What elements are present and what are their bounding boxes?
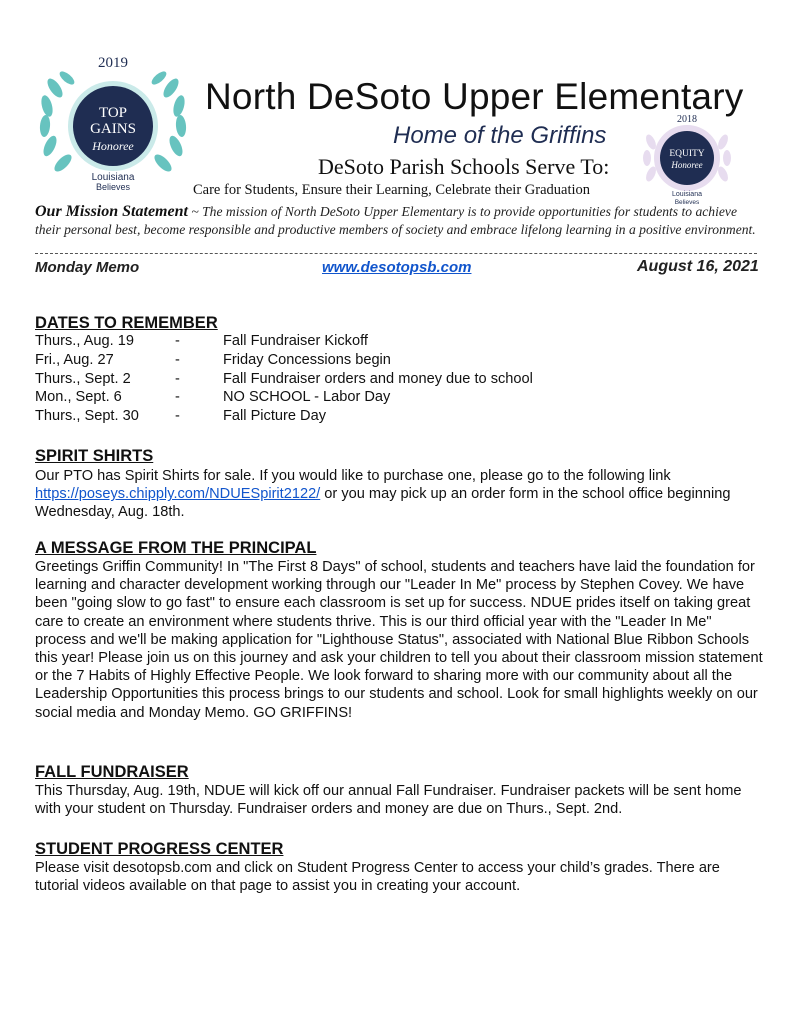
date-label: Mon., Sept. 6 xyxy=(35,389,122,406)
divider xyxy=(35,253,757,254)
spirit-heading: SPIRIT SHIRTS xyxy=(35,447,154,465)
dates-heading: DATES TO REMEMBER xyxy=(35,314,218,332)
website-link[interactable]: www.desotopsb.com xyxy=(322,259,472,276)
date-event: Fall Fundraiser orders and money due to school xyxy=(223,370,533,387)
badge-line2: GAINS xyxy=(90,121,136,137)
badge-footer1: Louisiana xyxy=(672,191,702,198)
serve-title: DeSoto Parish Schools Serve To: xyxy=(318,154,610,179)
list-item xyxy=(35,408,595,427)
badge-footer1: Louisiana xyxy=(91,172,135,183)
date-event: Fall Fundraiser Kickoff xyxy=(223,333,368,349)
badge-year: 2018 xyxy=(677,114,697,125)
spirit-shirts-link[interactable]: https://poseys.chipply.com/NDUESpirit2122/ xyxy=(35,486,321,503)
badge-line1: TOP xyxy=(98,105,128,121)
top-gains-honoree-badge xyxy=(33,50,193,192)
school-title: North DeSoto Upper Elementary xyxy=(205,76,744,117)
date-separator: - xyxy=(175,389,180,406)
date-event: Friday Concessions begin xyxy=(223,351,391,368)
progress-heading: STUDENT PROGRESS CENTER xyxy=(35,840,284,858)
date-separator: - xyxy=(175,408,180,425)
serve-statement: Care for Students, Ensure their Learning, Celebrate their Graduation xyxy=(193,182,591,198)
list-item xyxy=(35,352,595,371)
date-separator: - xyxy=(175,351,180,368)
date-label: Thurs., Aug. 19 xyxy=(35,333,134,349)
badge-line3: Honoree xyxy=(92,139,134,153)
mission-label: Our Mission Statement xyxy=(35,203,188,220)
date-label: Thurs., Sept. 2 xyxy=(35,370,131,387)
mission-text: ~ The mission of North DeSoto Upper Elementary is to provide opportunities for students to achieve their personal best, become responsible and productive members of society and embrace lifelong learning in a positive environment. xyxy=(35,204,756,237)
dates-list xyxy=(35,333,595,427)
spirit-paragraph xyxy=(35,467,765,522)
list-item xyxy=(35,333,595,352)
memo-date: August 16, 2021 xyxy=(637,258,759,275)
fundraiser-heading: FALL FUNDRAISER xyxy=(35,763,189,781)
list-item xyxy=(35,371,595,390)
date-label: Thurs., Sept. 30 xyxy=(35,408,139,425)
date-label: Fri., Aug. 27 xyxy=(35,351,114,368)
memo-title: Monday Memo xyxy=(35,259,140,276)
list-item xyxy=(35,389,595,408)
date-separator: - xyxy=(175,370,180,387)
date-event: NO SCHOOL - Labor Day xyxy=(223,389,391,406)
date-event: Fall Picture Day xyxy=(223,408,326,425)
badge-year: 2019 xyxy=(98,55,128,71)
badge-footer2: Believes xyxy=(674,199,700,206)
equity-honoree-badge xyxy=(639,112,735,206)
badge-line2: Honoree xyxy=(671,160,703,170)
progress-paragraph: Please visit desotopsb.com and click on Student Progress Center to access your child’s grades. There are tutorial videos available on that page to assist you in creating your account. xyxy=(35,860,720,895)
badge-line1: EQUITY xyxy=(669,149,705,159)
principal-heading: A MESSAGE FROM THE PRINCIPAL xyxy=(35,539,317,557)
fundraiser-paragraph: This Thursday, Aug. 19th, NDUE will kick off our annual Fall Fundraiser. Fundraiser packets will be sent home with your student on Thursday. Fundraiser orders and money are due on Thurs., Sept. 2nd. xyxy=(35,783,742,818)
spirit-text-after: or you may pick up an order form in the school office beginning Wednesday, Aug. 18th. xyxy=(35,486,731,521)
badge-footer2: Believes xyxy=(95,182,131,192)
school-tagline: Home of the Griffins xyxy=(393,122,607,149)
mission-statement xyxy=(35,203,761,239)
date-separator: - xyxy=(175,333,180,349)
principal-paragraph: Greetings Griffin Community! In "The First 8 Days" of school, students and teachers have laid the foundation for learning and character development working through our "Leader In Me" process by Stephen Covey. We have been "going slow to go fast" to ensure each classroom is set up for success. NDUE prides itself on taking great care to create an environment where students thrive. This is our third official year with the "Leader In Me" process and we'll be making application for "Lighthouse Status", associated with National Blue Ribbon Schools this year! Please join us on this journey and ask your children to tell you about their classroom mission statement or the 7 Habits of Highly Effective People. We look forward to sharing more with our community about all the Leadership Opportunities this process brings to our students and school. Look for small highlights weekly on our social media and Monday Memo. GO GRIFFINS! xyxy=(35,559,763,721)
spirit-text-before: Our PTO has Spirit Shirts for sale. If you would like to purchase one, please go to the following link xyxy=(35,468,671,484)
